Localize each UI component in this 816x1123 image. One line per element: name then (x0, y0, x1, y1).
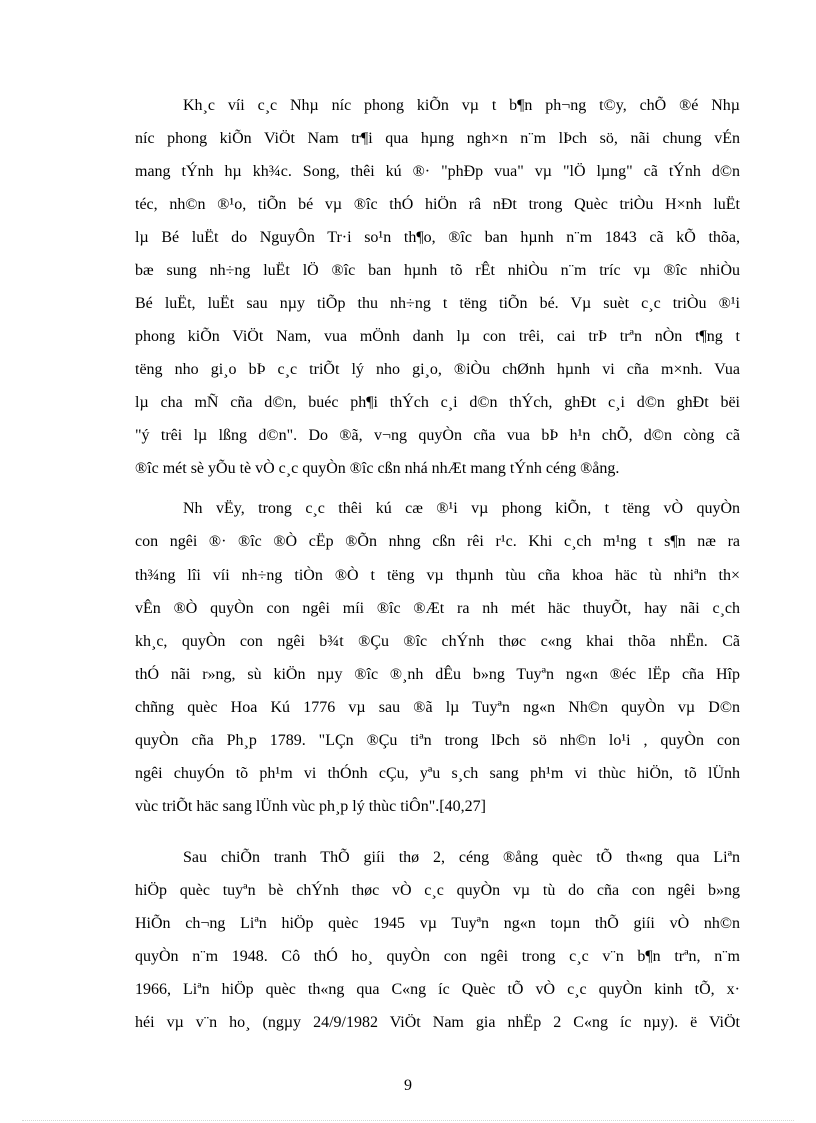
text-line: vùc triÕt häc sang lÜnh vùc ph¸p lý thùc tiÔn".[40,27] (135, 798, 486, 815)
text-line: Sau chiÕn tranh ThÕ giíi thø 2, céng ®ång quèc tÕ th«ng qua Liªn (183, 849, 740, 866)
text-line: ®îc mét sè yÕu tè vÒ c¸c quyÒn ®îc cßn nhá nhÆt mang tÝnh céng ®ång. (135, 460, 620, 477)
text-line: Bé luËt, luËt sau nµy tiÕp thu nh÷ng t tëng tiÕn bé. Vµ suèt c¸c triÒu ®¹i (135, 295, 740, 312)
text-line: quyÒn n¨m 1948. Cô thÓ ho¸ quyÒn con ngêi trong c¸c v¨n b¶n trªn, n¨m (135, 948, 740, 965)
text-line: 1966, Liªn hiÖp quèc th«ng qua C«ng íc Quèc tÕ vÒ c¸c quyÒn kinh tÕ, x· (135, 981, 740, 998)
text-line: tëng nho gi¸o bÞ c¸c triÕt lý nho gi¸o, ®iÒu chØnh hµnh vi cña m×nh. Vua (135, 361, 740, 378)
text-line: kh¸c, quyÒn con ngêi b¾t ®Çu ®îc chÝnh thøc c«ng khai thõa nhËn. Cã (135, 633, 740, 650)
text-line: "ý trêi lµ lßng d©n". Do ®ã, v¬ng quyÒn cña vua bÞ h¹n chÕ, d©n còng cã (135, 427, 740, 444)
text-line: thÓ nãi r»ng, sù kiÖn nµy ®îc ®¸nh dÊu b»ng Tuyªn ng«n ®éc lËp cña Hîp (135, 666, 740, 683)
text-line: vÊn ®Ò quyÒn con ngêi míi ®îc ®Æt ra nh mét häc thuyÕt, hay nãi c¸ch (135, 600, 740, 617)
text-line: HiÕn ch¬ng Liªn hiÖp quèc 1945 vµ Tuyªn ng«n toµn thÕ giíi vÒ nh©n (135, 915, 740, 932)
text-line: lµ Bé luËt do NguyÔn Tr·i so¹n th¶o, ®îc ban hµnh n¨m 1843 cã kÕ thõa, (135, 229, 740, 246)
text-line: con ngêi ®· ®îc ®Ò cËp ®Õn nhng cßn rêi r¹c. Khi c¸ch m¹ng t s¶n næ ra (135, 533, 740, 550)
text-line: hiÖp quèc tuyªn bè chÝnh thøc vÒ c¸c quyÒn vµ tù do cña con ngêi b»ng (135, 882, 740, 899)
page-bottom-divider (22, 1120, 794, 1121)
text-line: phong kiÕn ViÖt Nam, vua mÖnh danh lµ con trêi, cai trÞ trªn nÒn t¶ng t (135, 328, 740, 345)
text-line: quyÒn cña Ph¸p 1789. "LÇn ®Çu tiªn trong lÞch sö nh©n lo¹i , quyÒn con (135, 732, 740, 749)
text-line: th¾ng lîi víi nh÷ng tiÒn ®Ò t tëng vµ thµnh tùu cña khoa häc tù nhiªn th× (135, 567, 740, 584)
text-line: bæ sung nh÷ng luËt lÖ ®îc ban hµnh tõ rÊt nhiÒu n¨m tríc vµ ®îc nhiÒu (135, 262, 740, 279)
text-line: níc phong kiÕn ViÖt Nam tr¶i qua hµng ngh×n n¨m lÞch sö, nãi chung vÉn (135, 130, 740, 147)
text-line: lµ cha mÑ cña d©n, buéc ph¶i thÝch c¸i d©n thÝch, ghÐt c¸i d©n ghÐt bëi (135, 394, 740, 411)
text-line: héi vµ v¨n ho¸ (ngµy 24/9/1982 ViÖt Nam gia nhËp 2 C«ng íc nµy). ë ViÖt (135, 1014, 740, 1031)
text-line: ngêi chuyÓn tõ ph¹m vi thÓnh cÇu, yªu s¸ch sang ph¹m vi thùc hiÖn, tõ lÜnh (135, 765, 740, 782)
text-line: Kh¸c víi c¸c Nhµ níc phong kiÕn vµ t b¶n ph¬ng t©y, chÕ ®é Nhµ (183, 97, 740, 114)
text-line: téc, nh©n ®¹o, tiÕn bé vµ ®îc thÓ hiÖn râ nÐt trong Quèc triÒu H×nh luËt (135, 196, 740, 213)
text-line: mang tÝnh hµ kh¾c. Song, thêi kú ®· "phÐp vua" vµ "lÖ lµng" cã tÝnh d©n (135, 163, 740, 180)
text-line: chñng quèc Hoa Kú 1776 vµ sau ®ã lµ Tuyªn ng«n Nh©n quyÒn vµ D©n (135, 699, 740, 716)
page-number: 9 (404, 1077, 412, 1094)
text-line: Nh vËy, trong c¸c thêi kú cæ ®¹i vµ phong kiÕn, t tëng vÒ quyÒn (183, 500, 740, 517)
